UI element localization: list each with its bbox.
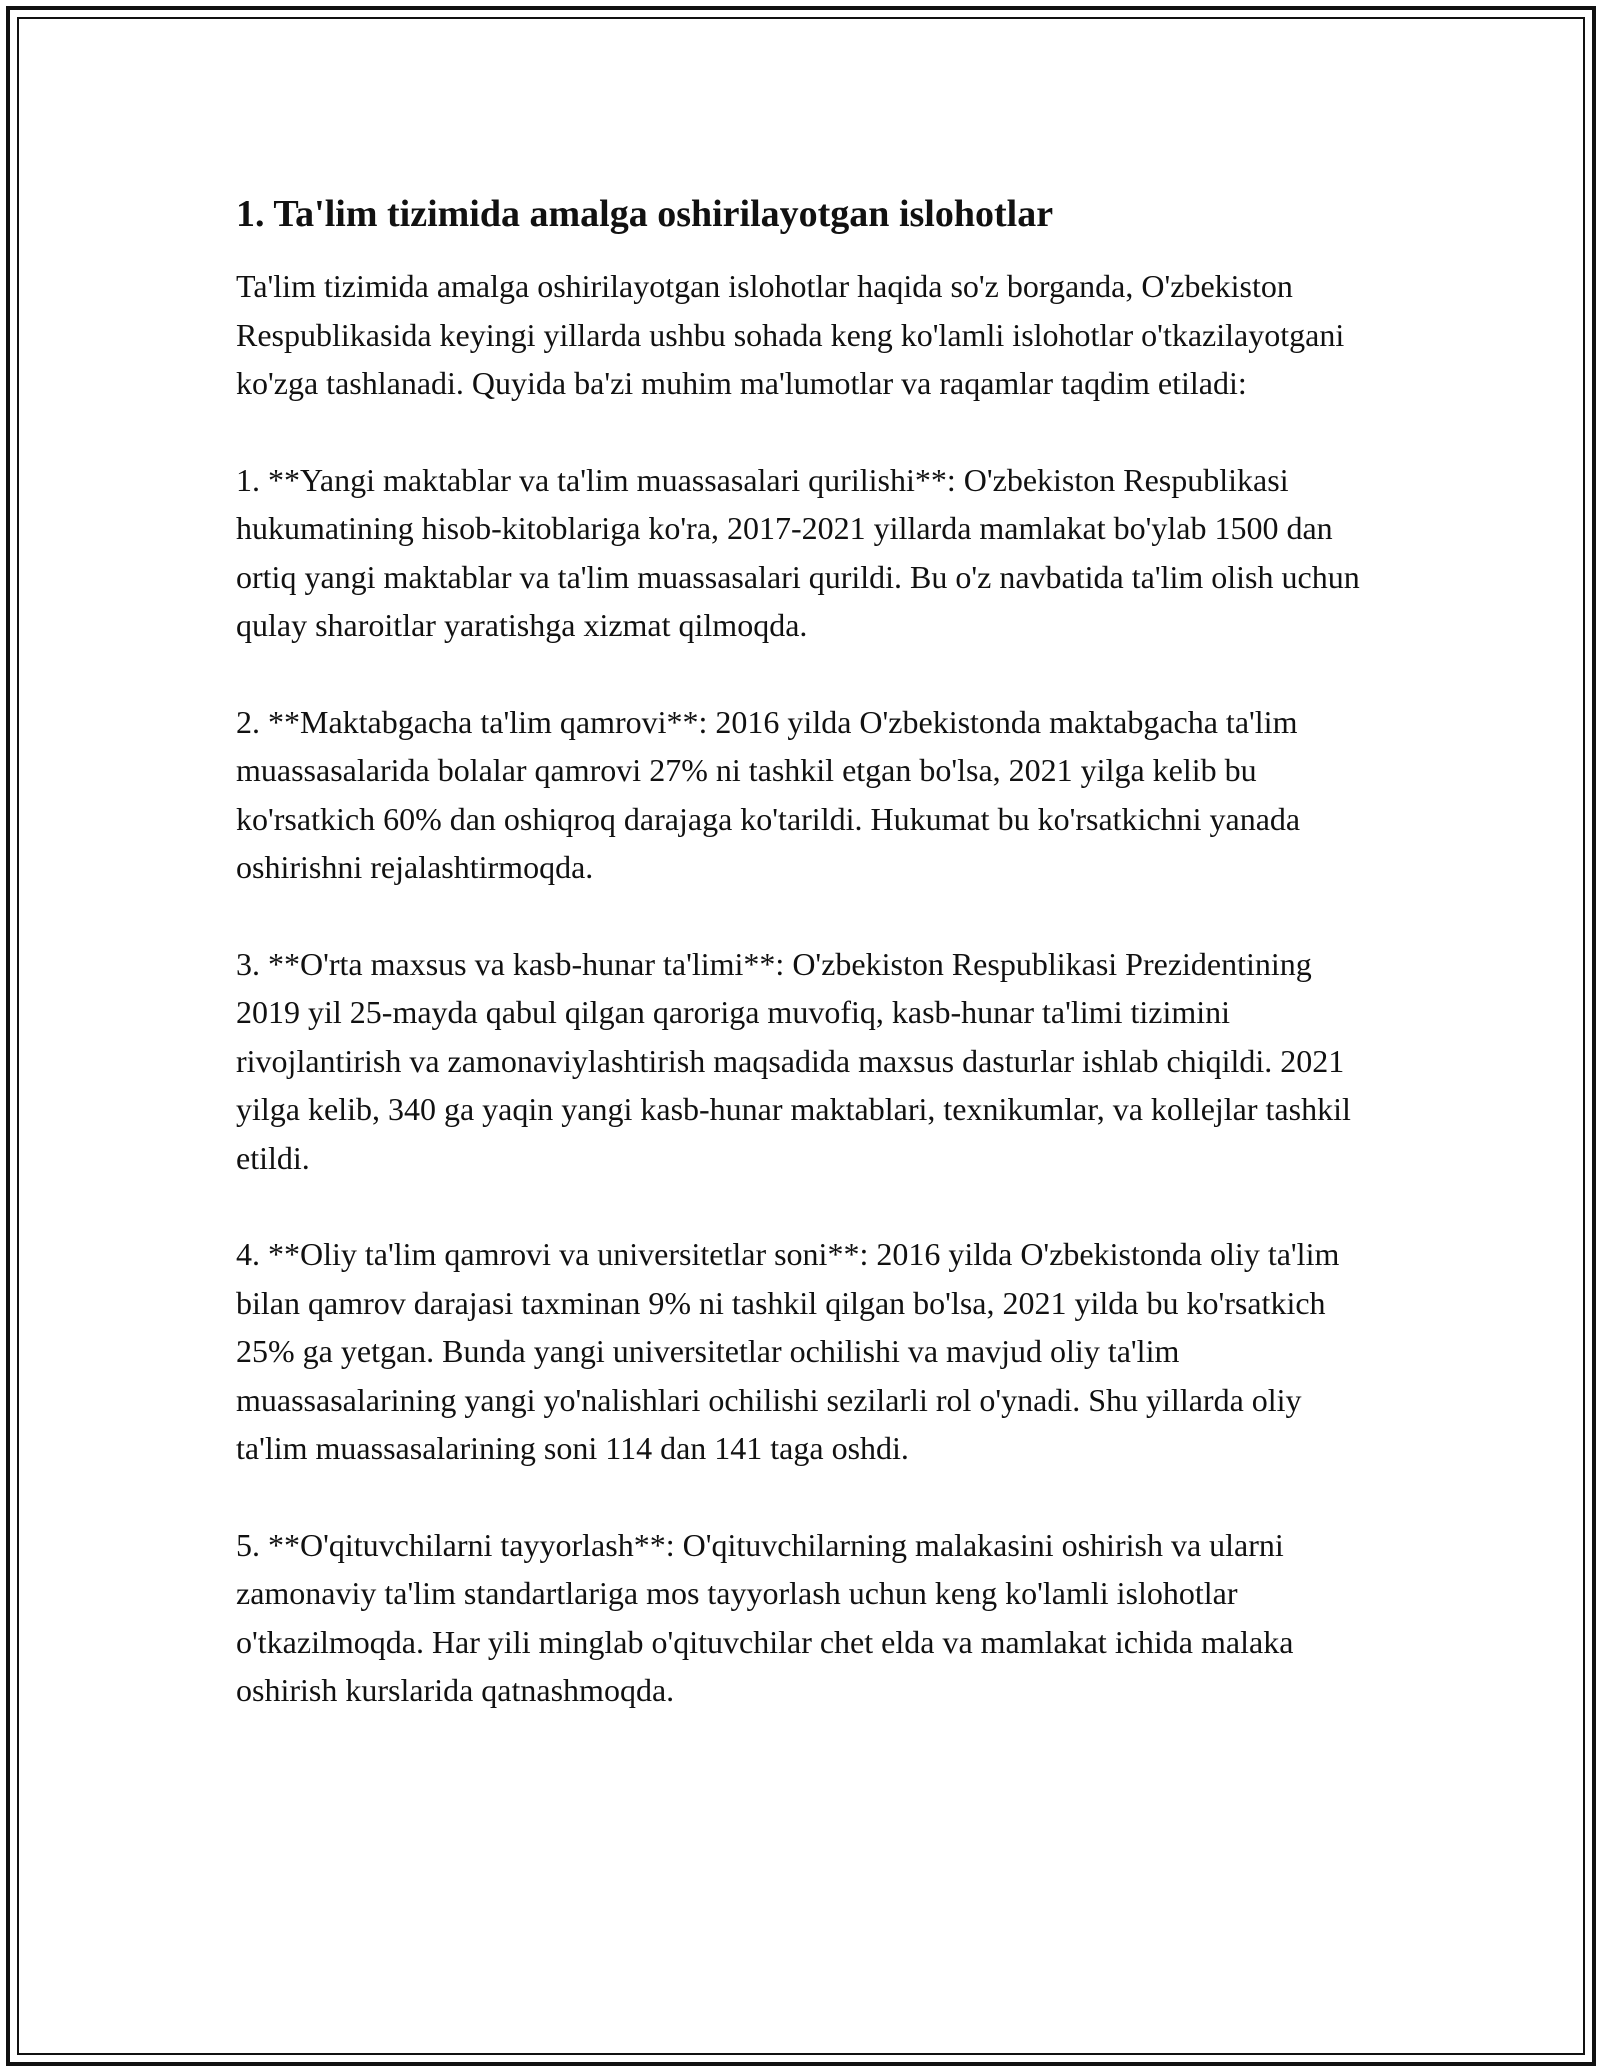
- list-item-new-schools: 1. **Yangi maktablar va ta'lim muassasalari qurilishi**: O'zbekiston Respublikasi hukumatining hisob-kitoblariga ko'ra, 2017-2021 yillarda mamlakat bo'ylab 1500 dan ortiq yangi maktablar va ta'lim muassasalari qurildi. Bu o'z navbatida ta'lim olish uchun qulay sharoitlar yaratishga xizmat qilmoqda.: [236, 461, 1360, 643]
- list-item-higher-education: 4. **Oliy ta'lim qamrovi va universitetlar soni**: 2016 yilda O'zbekistonda oliy ta'lim bilan qamrov darajasi taxminan 9% ni tashkil qilgan bo'lsa, 2021 yilda bu ko'rsatkich 25% ga yetgan. Bunda yangi universitetlar ochilishi va mavjud oliy ta'lim muassasalarining yangi yo'nalishlari ochilishi sezilarli rol o'ynadi. Shu yillarda oliy ta'lim muassasalarining soni 114 dan 141 taga oshdi.: [236, 1236, 1340, 1466]
- list-item-teacher-training: 5. **O'qituvchilarni tayyorlash**: O'qituvchilarning malakasini oshirish va ularni zamonaviy ta'lim standartlariga mos tayyorlash uchun keng ko'lamli islohotlar o'tkazilmoqda. Har yili minglab o'qituvchilar chet elda va mamlakat ichida malaka oshirish kurslarida qatnashmoqda.: [236, 1526, 1294, 1708]
- document-body: [236, 188, 1366, 1763]
- intro-paragraph: Ta'lim tizimida amalga oshirilayotgan islohotlar haqida so'z borganda, O'zbekiston Respublikasida keyingi yillarda ushbu sohada keng ko'lamli islohotlar o'tkazilayotgani ko'zga tashlanadi. Quyida ba'zi muhim ma'lumotlar va raqamlar taqdim etiladi:: [236, 268, 1345, 401]
- list-item-preschool-coverage: 2. **Maktabgacha ta'lim qamrovi**: 2016 yilda O'zbekistonda maktabgacha ta'lim muassasalarida bolalar qamrovi 27% ni tashkil etgan bo'lsa, 2021 yilga kelib bu ko'rsatkich 60% dan oshiqroq darajaga ko'tarildi. Hukumat bu ko'rsatkichni yanada oshirishni rejalashtirmoqda.: [236, 703, 1301, 885]
- list-item-vocational-education: 3. **O'rta maxsus va kasb-hunar ta'limi**: O'zbekiston Respublikasi Prezidentining 2019 yil 25-mayda qabul qilgan qaroriga muvofiq, kasb-hunar ta'limi tizimini rivojlantirish va zamonaviylashtirish maqsadida maxsus dasturlar ishlab chiqildi. 2021 yilga kelib, 340 ga yaqin yangi kasb-hunar maktablari, texnikumlar, va kollejlar tashkil etildi.: [236, 945, 1351, 1176]
- section-heading: 1. Ta'lim tizimida amalga oshirilayotgan islohotlar: [236, 193, 1054, 235]
